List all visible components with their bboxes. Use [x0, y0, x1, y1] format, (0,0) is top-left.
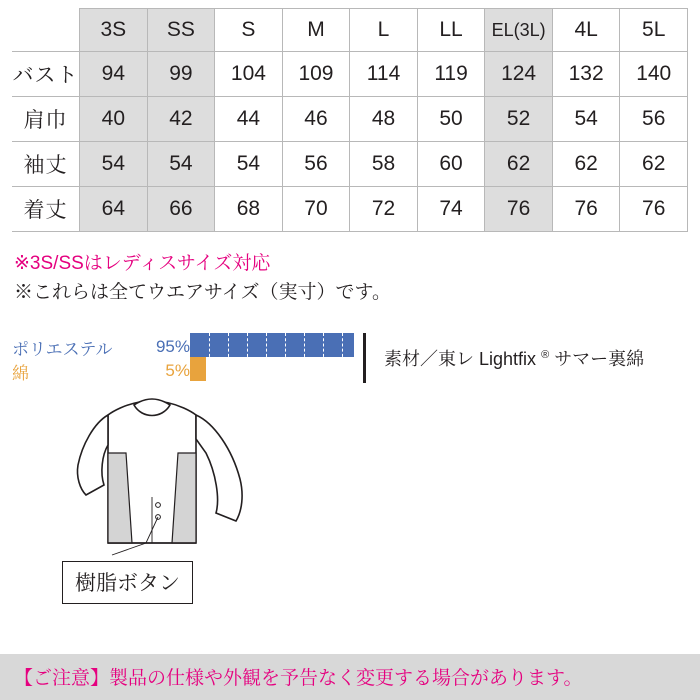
note-actual-size: ※これらは全てウエアサイズ（実寸）です。 — [14, 281, 391, 303]
size-table-corner-cell — [12, 9, 80, 52]
size-table-column-header: EL(3L) — [485, 9, 553, 52]
composition-bar-cotton — [190, 357, 206, 381]
size-table-column-header: SS — [147, 9, 215, 52]
caution-bar: 【ご注意】製品の仕様や外観を予告なく変更する場合があります。 — [0, 654, 700, 700]
size-table-row-header: 着丈 — [12, 187, 80, 232]
size-table-cell: 54 — [552, 97, 620, 142]
size-table — [12, 8, 688, 232]
size-table-cell: 62 — [485, 142, 553, 187]
size-table-cell: 48 — [350, 97, 418, 142]
garment-illustration — [0, 393, 700, 595]
size-table-cell: 119 — [417, 52, 485, 97]
note-ladies-size: ※3S/SSはレディスサイズ対応 — [14, 253, 271, 274]
size-table-cell: 109 — [282, 52, 350, 97]
size-table-column-header: L — [350, 9, 418, 52]
size-table-cell: 62 — [552, 142, 620, 187]
size-table-cell: 76 — [620, 187, 688, 232]
size-table-cell: 124 — [485, 52, 553, 97]
size-table-row — [12, 97, 688, 142]
composition-name-polyester: ポリエステル — [12, 339, 113, 359]
size-table-cell: 56 — [282, 142, 350, 187]
material-description — [366, 333, 688, 371]
size-table-cell: 68 — [215, 187, 283, 232]
size-table-cell: 42 — [147, 97, 215, 142]
composition-bar-polyester — [190, 333, 354, 357]
size-table-cell: 54 — [147, 142, 215, 187]
composition-row-polyester — [12, 335, 190, 359]
size-table-cell: 50 — [417, 97, 485, 142]
button-callout-label: 樹脂ボタン — [62, 561, 193, 604]
size-table-cell: 52 — [485, 97, 553, 142]
size-table-column-header: S — [215, 9, 283, 52]
size-table-container — [0, 0, 700, 232]
size-table-cell: 72 — [350, 187, 418, 232]
size-table-row — [12, 52, 688, 97]
size-table-cell: 60 — [417, 142, 485, 187]
notes-block — [0, 232, 700, 307]
size-table-cell: 99 — [147, 52, 215, 97]
size-table-row — [12, 142, 688, 187]
size-table-cell: 54 — [80, 142, 148, 187]
size-table-cell: 54 — [215, 142, 283, 187]
polo-shirt-back-drawing — [46, 393, 286, 568]
size-table-column-header: 5L — [620, 9, 688, 52]
size-table-cell: 74 — [417, 187, 485, 232]
size-table-cell: 66 — [147, 187, 215, 232]
size-table-cell: 64 — [80, 187, 148, 232]
composition-bars — [190, 333, 366, 383]
registered-mark-icon: ® — [541, 349, 550, 361]
size-table-cell: 104 — [215, 52, 283, 97]
composition-labels — [12, 333, 190, 383]
composition-name-cotton: 綿 — [12, 363, 29, 383]
size-table-row — [12, 187, 688, 232]
size-table-cell: 40 — [80, 97, 148, 142]
size-table-cell: 76 — [485, 187, 553, 232]
composition-percent-cotton: 5% — [165, 361, 190, 380]
size-table-row-header: 肩巾 — [12, 97, 80, 142]
composition-percent-polyester: 95% — [155, 337, 190, 356]
composition-block — [0, 333, 700, 383]
composition-row-cotton — [12, 359, 190, 383]
size-table-cell: 140 — [620, 52, 688, 97]
size-table-column-header: LL — [417, 9, 485, 52]
size-table-cell: 58 — [350, 142, 418, 187]
size-table-row-header: 袖丈 — [12, 142, 80, 187]
size-table-row-header: バスト — [12, 52, 80, 97]
size-table-cell: 114 — [350, 52, 418, 97]
size-table-cell: 46 — [282, 97, 350, 142]
size-table-cell: 132 — [552, 52, 620, 97]
size-table-column-header: M — [282, 9, 350, 52]
size-table-cell: 76 — [552, 187, 620, 232]
size-table-cell: 70 — [282, 187, 350, 232]
size-table-header-row — [12, 9, 688, 52]
size-table-column-header: 4L — [552, 9, 620, 52]
material-text-main: 素材／東レ Lightfix — [384, 349, 537, 369]
composition-bar-outer — [190, 333, 366, 383]
size-table-cell: 56 — [620, 97, 688, 142]
size-table-cell: 62 — [620, 142, 688, 187]
size-table-cell: 94 — [80, 52, 148, 97]
size-table-column-header: 3S — [80, 9, 148, 52]
material-text-suffix: サマー裏綿 — [554, 349, 645, 369]
size-table-cell: 44 — [215, 97, 283, 142]
